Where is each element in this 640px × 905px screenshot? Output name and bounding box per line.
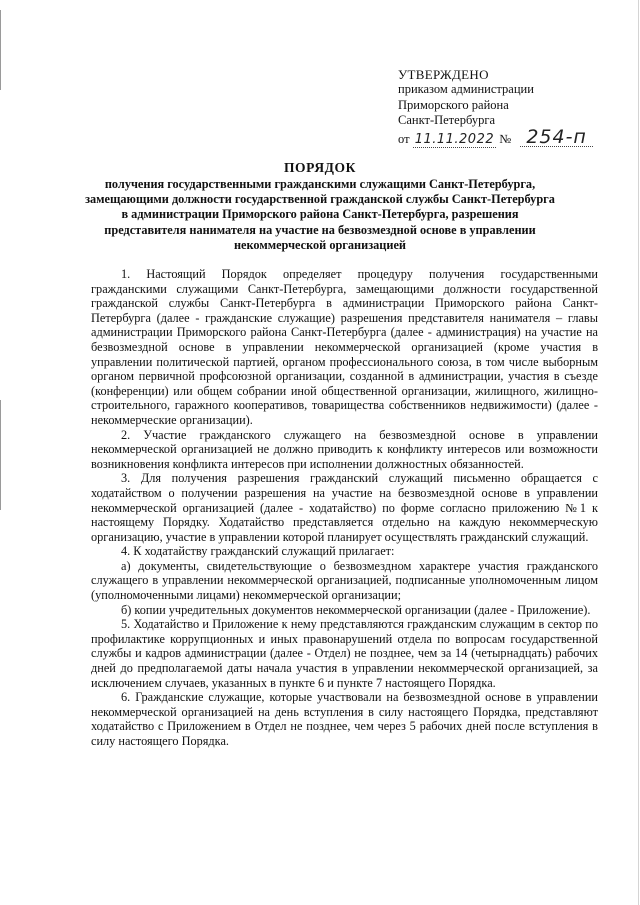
paragraph-2: 2. Участие гражданского служащего на безвозмездной основе в управлении некоммерческой организацией не должно приводить к конфликту интересов или возможности возникновения конфликта интересов при исполнении должностных обязанностей. bbox=[91, 427, 598, 471]
paragraph-3: 3. Для получения разрешения гражданский служащий письменно обращается с ходатайством о получении разрешения на участие на безвозмездной основе в управлении некоммерческой организацией (далее - ходатайство) по форме согласно приложению №1 к настоящему Порядку. Ходатайство представляется отдельно на каждую некоммерческую организацию, участие в управлении которой планирует осуществлять гражданский служащий. bbox=[91, 471, 598, 544]
scan-edge-mid bbox=[0, 400, 1, 510]
approval-date-row bbox=[398, 125, 593, 148]
document-subtitle: получения государственными гражданскими служащими Санкт-Петербурга, замещающими должности государственной гражданской службы Санкт-Петербурга в администрации Приморского района Санкт-Петербурга, разрешения представителя нанимателя на участие на безвозмездной основе в управлении некоммерческой организацией bbox=[85, 177, 555, 252]
paragraph-6: 6. Гражданские служащие, которые участвовали на безвозмездной основе в управлении некоммерческой организацией на день вступления в силу настоящего Порядка, представляют ходатайство с Приложением в Отдел не позднее, чем через 5 рабочих дней после вступления в силу настоящего Порядка. bbox=[91, 690, 598, 748]
paragraph-4: 4. К ходатайству гражданский служащий прилагает: bbox=[121, 544, 395, 559]
approval-stamp: УТВЕРЖДЕНО bbox=[398, 67, 489, 82]
paragraph-4b: б) копии учредительных документов некоммерческой организации (далее - Приложение). bbox=[121, 602, 591, 617]
date-prefix: от bbox=[398, 131, 410, 146]
approval-line-2: Приморского района bbox=[398, 97, 509, 112]
document-title: ПОРЯДОК bbox=[283, 160, 357, 175]
paragraph-5: 5. Ходатайство и Приложение к нему представляются гражданским служащим в сектор по профилактике коррупционных и иных правонарушений отдела по вопросам государственной службы и кадров администрации (далее - Отдел) не позднее, чем за 14 (четырнадцать) рабочих дней до предполагаемой даты начала участия в управлении некоммерческой организацией, за исключением случаев, указанных в пункте 6 и пункте 7 настоящего Порядка. bbox=[91, 617, 598, 690]
handwritten-date: 11.11.2022 bbox=[414, 131, 495, 147]
paragraph-4a: а) документы, свидетельствующие о безвозмездном характере участия гражданского служащего в управлении некоммерческой организацией, подписанные уполномоченным лицом (уполномоченными лицами) некоммерческой организации; bbox=[91, 558, 598, 603]
number-label: № bbox=[499, 131, 512, 146]
approval-line-1: приказом администрации bbox=[398, 82, 534, 97]
scan-edge-right bbox=[638, 0, 639, 905]
scan-edge-top bbox=[0, 10, 1, 90]
handwritten-order-number: 254-п bbox=[520, 129, 593, 147]
document-body bbox=[91, 267, 598, 749]
approval-line-3: Санкт-Петербурга bbox=[398, 113, 496, 128]
paragraph-1: 1. Настоящий Порядок определяет процедуру получения государственными гражданскими служащими Санкт-Петербурга, замещающими должности государственной гражданской службы Санкт-Петербурга в администрации Приморского района Санкт-Петербурга (далее - гражданские служащие) разрешения представителя нанимателя – главы администрации Приморского района Санкт-Петербурга (далее - администрация) на участие на безвозмездной основе в управлении некоммерческой организацией (кроме участия в управлении политической партией, органом профессионального союза, в том числе выборным органом первичной профсоюзной организации, созданной в администрации, участия в съезде (конференции) или общем собрании иной общественной организации, жилищного, жилищно-строительного, гаражного кооперативов, товарищества собственников недвижимости) (далее - некоммерческие организации). bbox=[91, 267, 598, 427]
approval-block bbox=[398, 67, 593, 146]
